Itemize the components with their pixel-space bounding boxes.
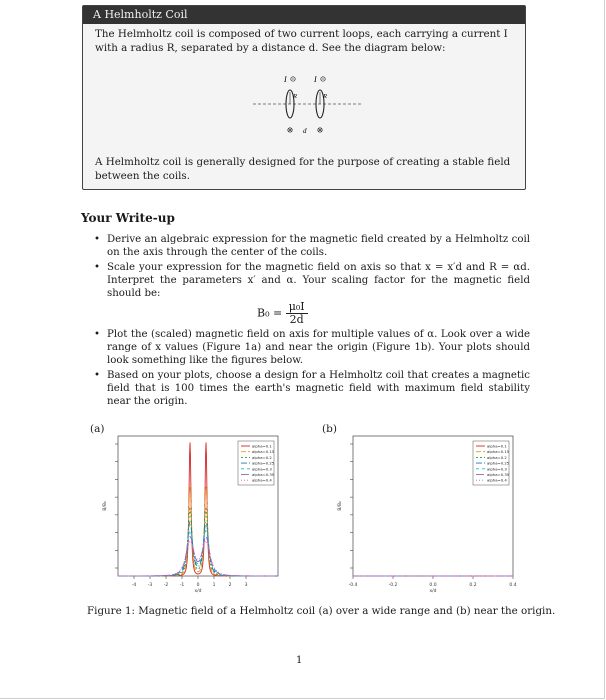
series-line-alpha=0.15 [118,487,278,576]
writeup-bullet-list [90,233,530,410]
series-line-alpha=0.25 [118,522,278,576]
x-tick-label: 0.0 [429,583,437,588]
distance-label: d [303,127,307,135]
legend-label: alpha=0.15 [487,449,510,455]
legend-label: alpha=0.25 [487,460,510,466]
series-line-alpha=0.35 [118,537,278,576]
writeup-heading: Your Write-up [81,211,175,225]
legend-label: alpha=0.1 [252,443,272,449]
box-paragraph-2: A Helmholtz coil is generally designed for the purpose of creating a stable field between the coils. [95,156,511,182]
x-tick-label: -0.4 [348,583,358,588]
radius-label-right: R [323,93,327,100]
x-tick-label: 2 [228,583,232,588]
box-title: A Helmholtz Coil [83,6,525,24]
panel-b-label: (b) [322,423,337,435]
current-label-left: I [284,75,287,84]
x-axis-label: x/d [194,589,202,594]
legend-label: alpha=0.35 [487,472,510,477]
equation-numerator: μ₀I [286,301,308,314]
current-label-right: I [314,75,317,84]
series-line-alpha=0.3 [118,531,278,576]
x-tick-label: 0 [196,583,200,588]
x-tick-label: 1 [212,583,216,588]
equation-lhs: B₀ = [257,306,283,320]
legend-label: alpha=0.3 [487,466,507,472]
series-line-alpha=0.4 [118,541,278,576]
legend-label: alpha=0.3 [252,466,272,472]
page-number: 1 [296,655,303,666]
x-tick-label: -2 [163,583,169,588]
x-tick-label: -1 [179,583,185,588]
legend-label: alpha=0.4 [487,477,507,483]
y-axis-label: B/B₀ [338,501,343,511]
helmholtz-intro-box [82,5,526,190]
plot-near-origin [335,430,525,595]
legend-label: alpha=0.1 [487,443,507,449]
box-paragraph-1: The Helmholtz coil is composed of two current loops, each carrying a current I with a radius R, separated by a distance d. See the diagram below: [95,28,508,54]
bullet-item: • Derive an algebraic expression for the magnetic field created by a Helmholtz coil on the axis through the center of the coils. [90,233,530,259]
radius-label-left: R [293,93,297,100]
x-tick-label: 0.4 [509,583,517,588]
x-tick-label: 0.2 [469,583,477,588]
legend-label: alpha=0.2 [487,454,507,460]
bullet-item: • Based on your plots, choose a design for a Helmholtz coil that creates a magnetic field that is 100 times the earth's magnetic field with maximum field stability near the origin. [90,369,530,408]
bullet-item: • Scale your expression for the magnetic field on axis so that x = x′d and R = αd. Interpret the parameters x′ and α. Your scaling factor for the magnetic field should be: [90,261,530,300]
legend-label: alpha=0.4 [252,477,272,483]
legend-label: alpha=0.15 [252,449,275,455]
series-line-alpha=0.2 [118,509,278,576]
x-tick-label: 3 [244,583,248,588]
bullet-item: • Plot the (scaled) magnetic field on axis for multiple values of α. Look over a wide range of x values (Figure 1a) and near the origin (Figure 1b). Your plots should look something like the figures below. [90,328,530,367]
legend-label: alpha=0.35 [252,472,275,477]
x-tick-label: -4 [131,583,137,588]
helmholtz-coil-diagram [253,70,363,138]
equation-denominator: 2d [289,313,304,326]
plot-wide-range [100,430,290,595]
x-tick-label: -0.2 [388,583,398,588]
figure-caption: Figure 1: Magnetic field of a Helmholtz coil (a) over a wide range and (b) near the origin. [87,605,556,617]
scaling-equation [257,301,308,326]
y-axis-label: B/B₀ [103,501,108,511]
x-axis-label: x/d [429,589,437,594]
legend-label: alpha=0.25 [252,460,275,466]
x-tick-label: -3 [147,583,153,588]
panel-a-label: (a) [90,423,105,435]
legend-label: alpha=0.2 [252,454,272,460]
